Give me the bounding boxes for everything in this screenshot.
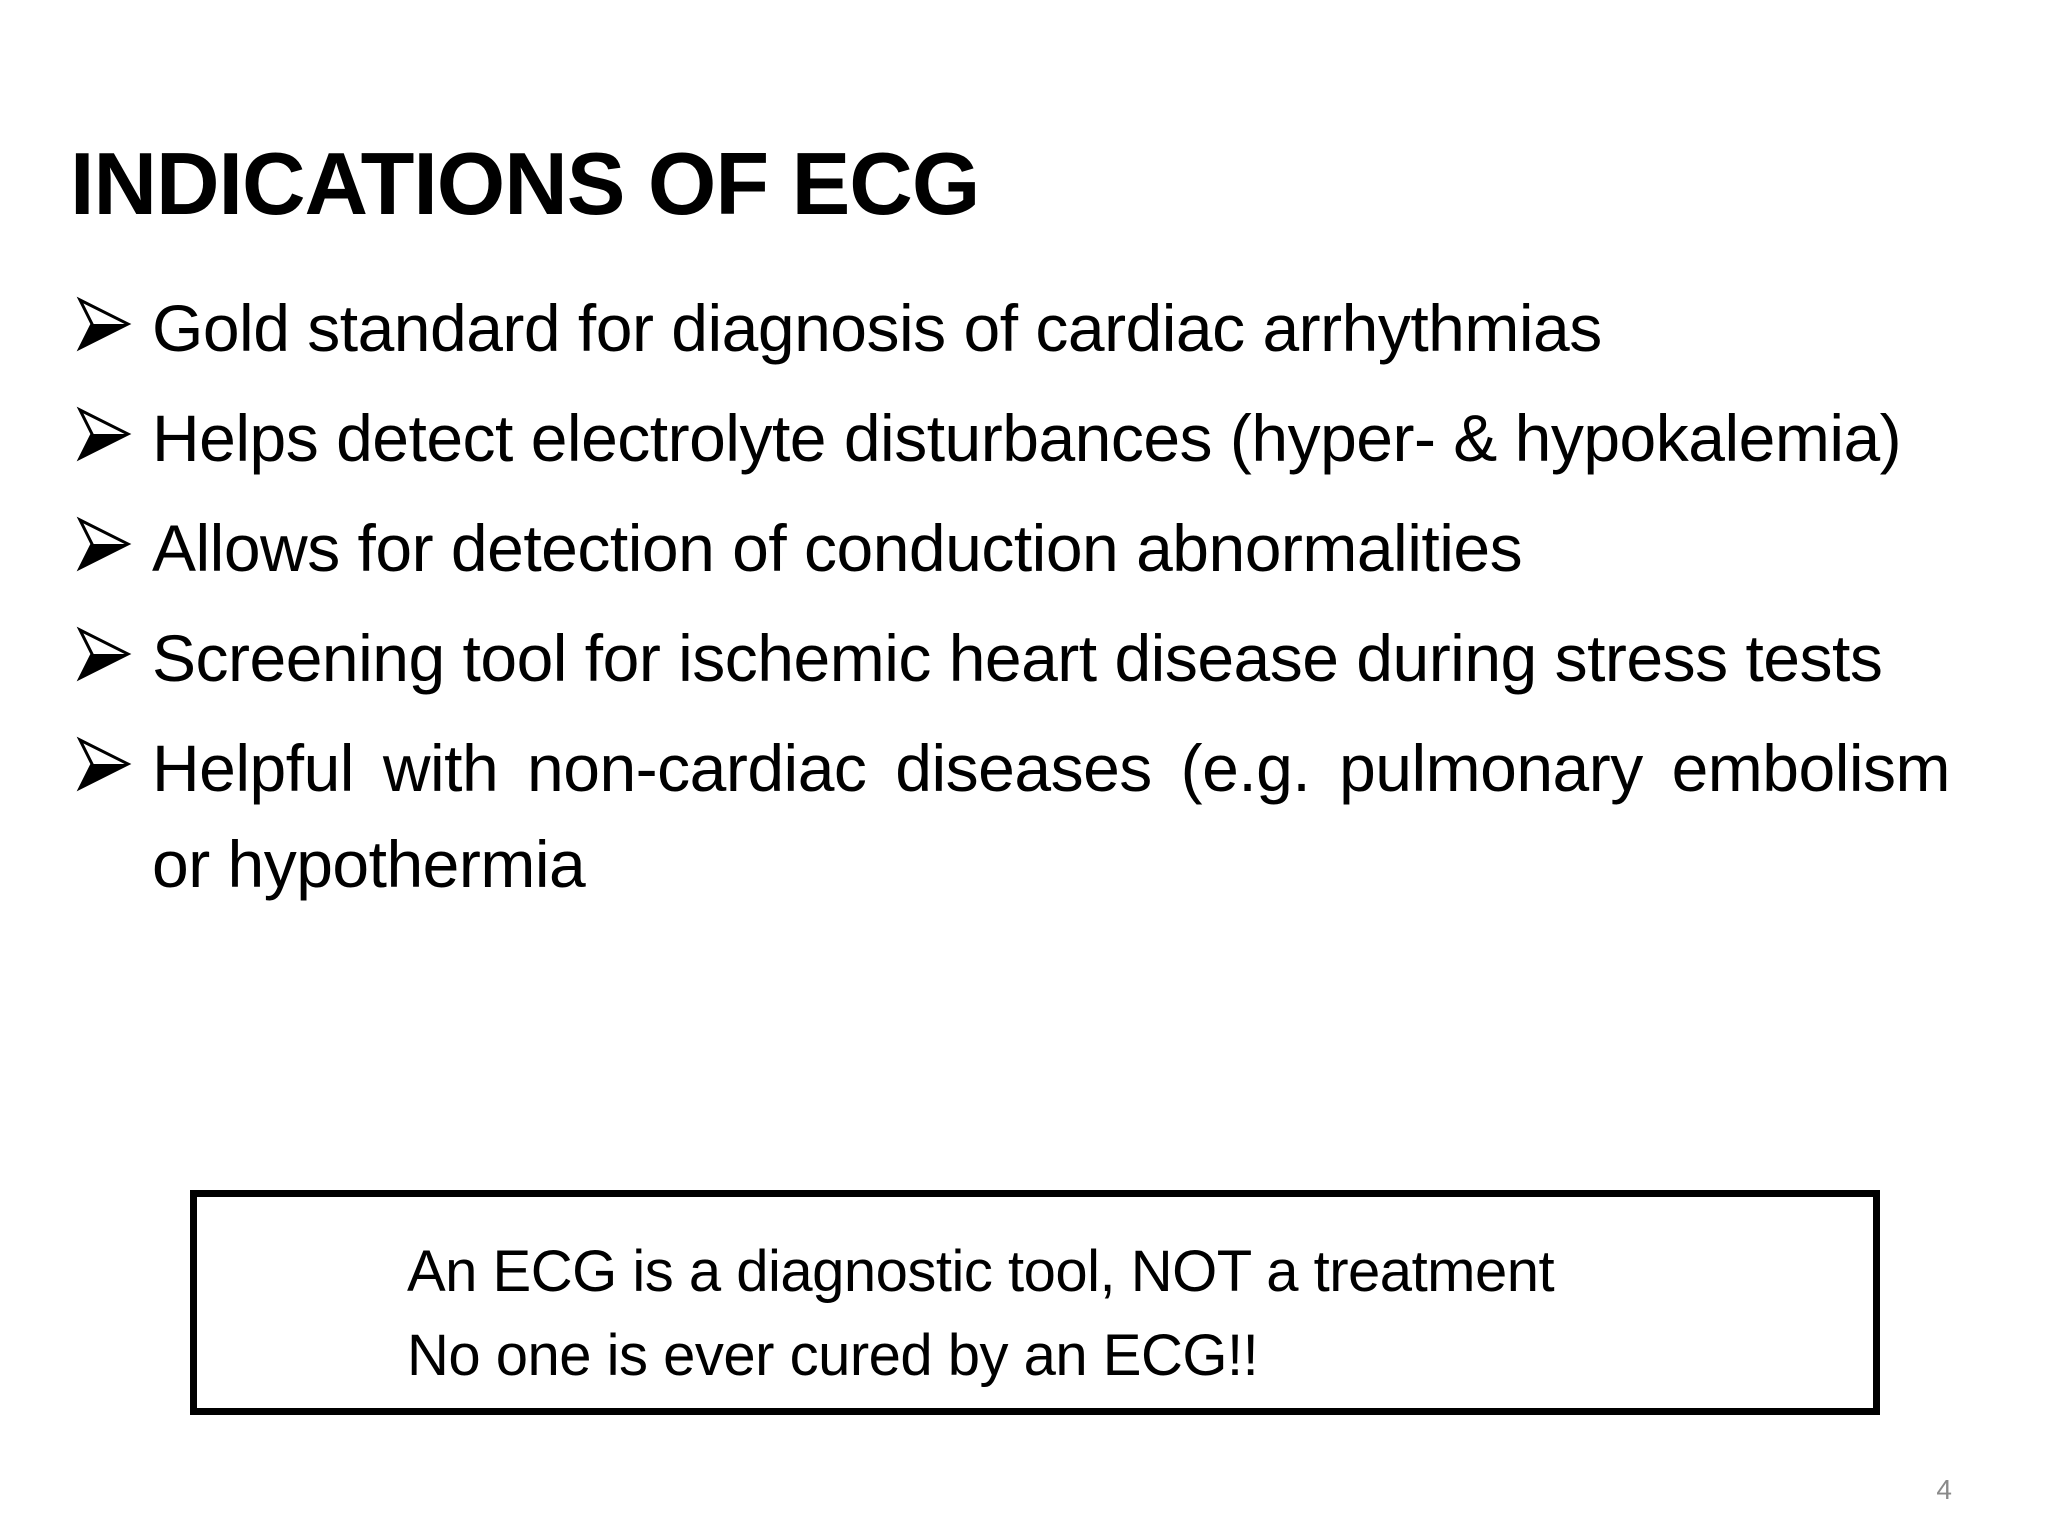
page-number: 4 [1936,1474,1952,1505]
arrow-bullet-icon [76,626,132,682]
bullet-item [70,500,1950,596]
bullet-text: Helps detect electrolyte disturbances (hyper- & hypokalemia) [152,401,1902,475]
bullet-item [70,720,1950,912]
bullet-list [70,280,1950,926]
note-box [190,1190,1880,1415]
bullet-text: Allows for detection of conduction abnormalities [152,511,1523,585]
bullet-item [70,280,1950,376]
bullet-item [70,610,1950,706]
bullet-text: Helpful with non-cardiac diseases (e.g. pulmonary embolism or hypothermia [152,731,1950,901]
bullet-text: Screening tool for ischemic heart disease during stress tests [152,621,1883,695]
arrow-bullet-icon [76,736,132,792]
slide-title: INDICATIONS OF ECG [70,134,980,233]
note-line-not-cured: No one is ever cured by an ECG!! [407,1323,1259,1388]
bullet-text: Gold standard for diagnosis of cardiac arrhythmias [152,291,1602,365]
arrow-bullet-icon [76,516,132,572]
arrow-bullet-icon [76,296,132,352]
bullet-item [70,390,1950,486]
note-line-diagnostic-tool: An ECG is a diagnostic tool, NOT a treatment [407,1239,1555,1304]
arrow-bullet-icon [76,406,132,462]
